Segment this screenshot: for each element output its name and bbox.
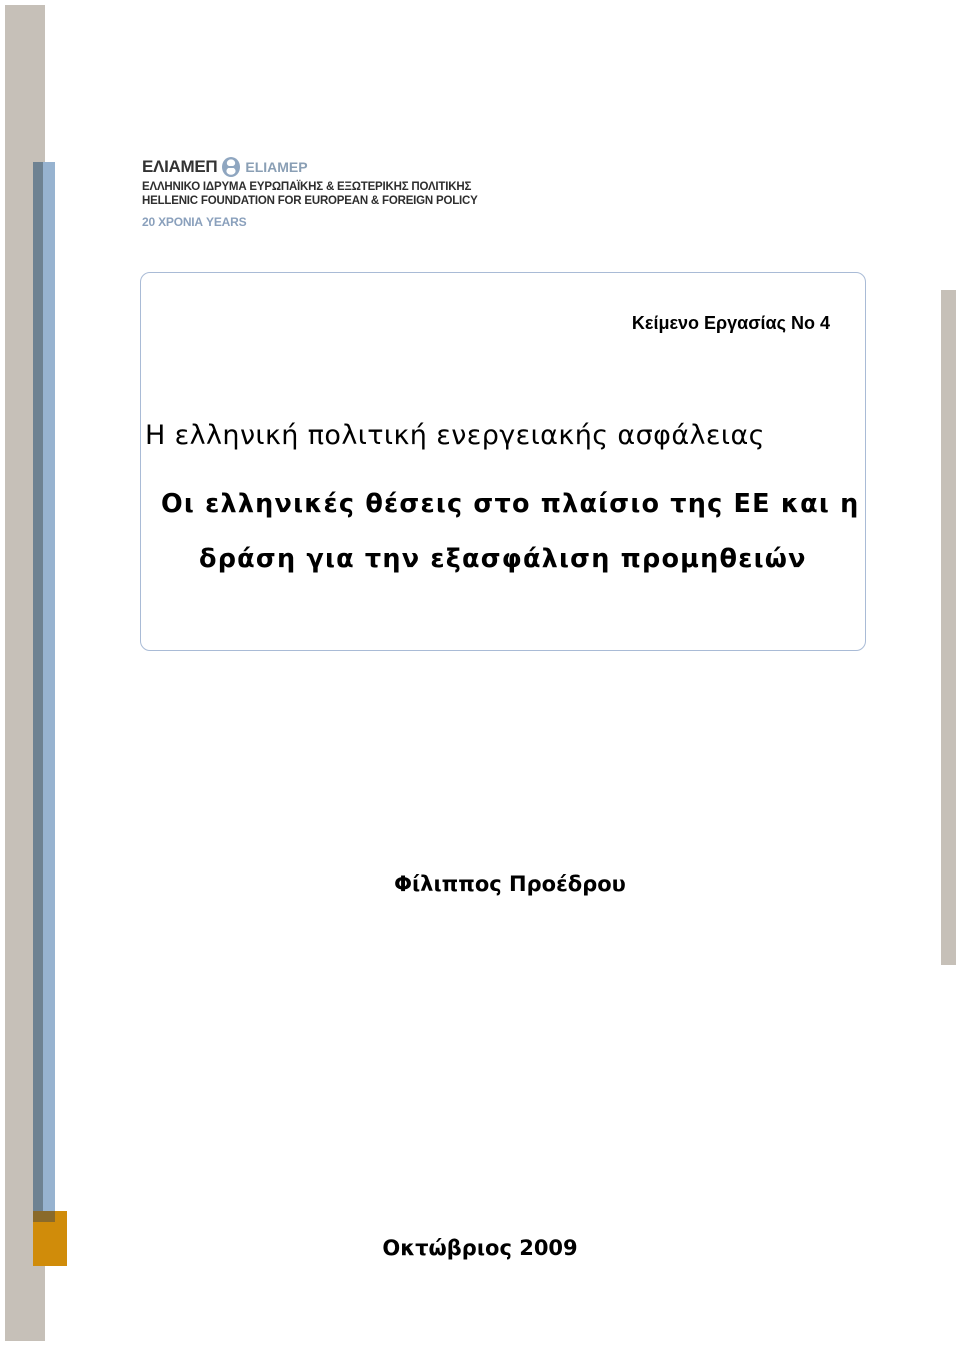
left-blue-stripe <box>43 162 55 1222</box>
subtitle-line-1: Οι ελληνικές θέσεις στο πλαίσιο της ΕΕ και η <box>161 489 860 519</box>
publication-date-text: Οκτώβριος 2009 <box>382 1236 578 1260</box>
working-paper-label: Κείμενο Εργασίας Νο 4 <box>631 313 830 333</box>
logo-top-row <box>142 154 478 180</box>
eliamep-emblem-icon <box>221 156 241 178</box>
logo-name-english: ELIAMEP <box>245 159 308 175</box>
eliamep-logo <box>142 154 478 230</box>
left-dark-blue-stripe <box>33 162 43 1222</box>
gold-accent-shadow <box>33 1211 55 1222</box>
logo-foundation-greek: ΕΛΛΗΝΙΚΟ ΙΔΡΥΜΑ ΕΥΡΩΠΑΪΚΗΣ & ΕΞΩΤΕΡΙΚΗΣ ΠΟΛΙΤΙΚΗΣ <box>142 181 472 193</box>
author-name: Φίλιππος Προέδρου <box>394 872 626 896</box>
logo-years: 20 ΧΡΟΝΙΑ YEARS <box>142 215 247 229</box>
paper-title: Η ελληνική πολιτική ενεργειακής ασφάλειας <box>145 420 765 451</box>
logo-name-greek: ΕΛΙΑΜΕΠ <box>142 157 218 176</box>
paper-subtitle <box>161 477 860 587</box>
subtitle-line-2: δράση για την εξασφάλιση προμηθειών <box>199 544 807 574</box>
right-gray-bar <box>941 290 956 965</box>
logo-foundation-english: HELLENIC FOUNDATION FOR EUROPEAN & FOREIGN POLICY <box>142 195 478 207</box>
title-box <box>140 272 866 651</box>
publication-date <box>0 1236 960 1260</box>
